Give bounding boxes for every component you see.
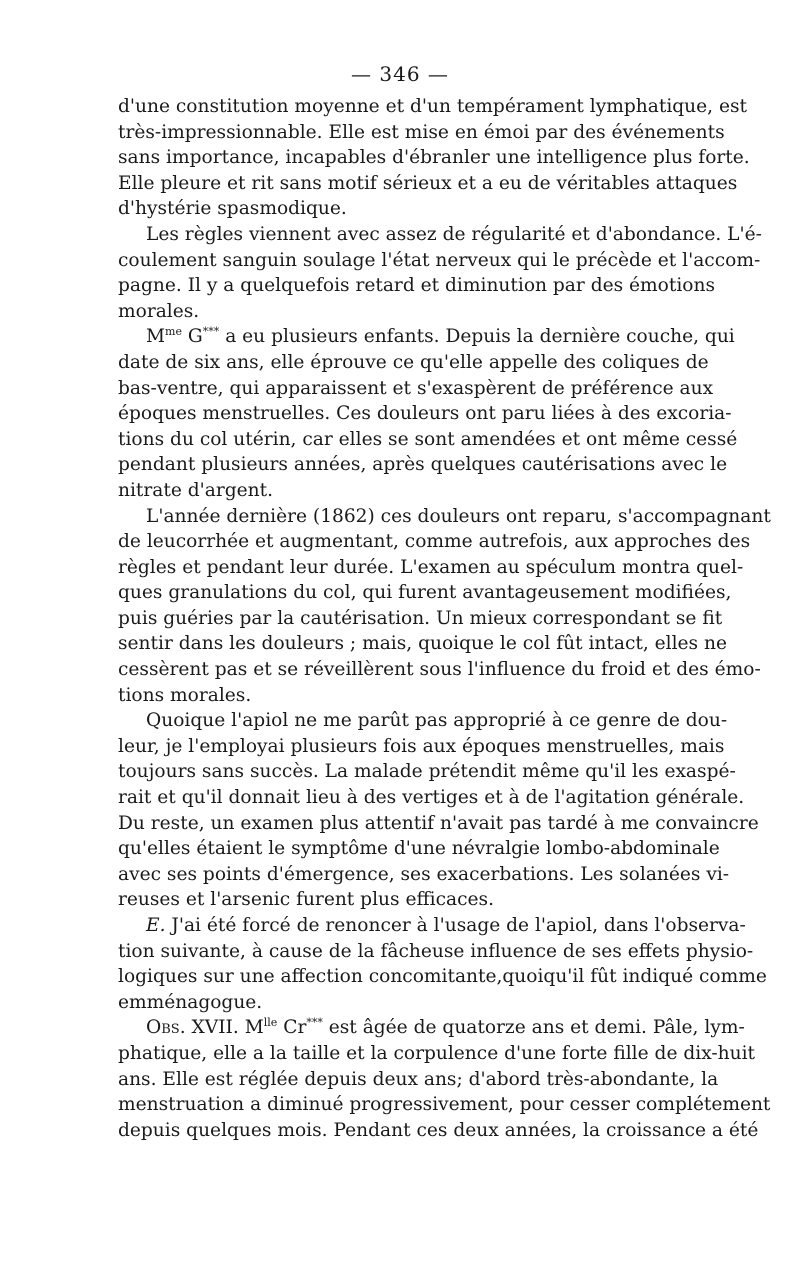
text-line: qu'elles étaient le symptôme d'une névralgie lombo-abdominale xyxy=(118,838,720,860)
text-line: Elle pleure et rit sans motif sérieux et a eu de véritables attaques xyxy=(118,172,738,194)
text-line: Obs. XVII. $M^{lle}$ Cr*** est âgée de quatorze ans et demi. Pâle, lym- xyxy=(146,1016,745,1039)
text-line: nitrate d'argent. xyxy=(118,479,274,501)
text-line: tions du col utérin, car elles se sont amendées et ont même cessé xyxy=(118,428,738,450)
text-line: emménagogue. xyxy=(118,991,263,1013)
text-line: époques menstruelles. Ces douleurs ont paru liées à des excoria- xyxy=(118,403,732,425)
text-line: depuis quelques mois. Pendant ces deux années, la croissance a été xyxy=(118,1119,759,1141)
paragraph-5 xyxy=(118,708,759,913)
paragraph-4 xyxy=(118,504,771,709)
text-line: puis guéries par la cautérisation. Un mieux correspondant se fit xyxy=(118,607,723,629)
text-line: d'une constitution moyenne et d'un tempérament lymphatique, est xyxy=(118,96,747,117)
text-line: Quoique l'apiol ne me parût pas approprié à ce genre de dou- xyxy=(146,710,728,732)
paragraph-3 xyxy=(118,324,738,503)
lead-title: $M^{me}$ G*** xyxy=(146,325,220,348)
text-line: L'année dernière (1862) ces douleurs ont reparu, s'accompagnant xyxy=(146,505,771,527)
observation-number: XVII. xyxy=(185,1017,245,1039)
text-line: pagne. Il y a quelquefois retard et diminution par des émotions xyxy=(118,275,716,297)
body-text xyxy=(118,94,771,1143)
paragraph-1 xyxy=(118,94,750,222)
page-number: — 346 — xyxy=(351,62,449,86)
text-line: ans. Elle est réglée depuis deux ans; d'abord très-abondante, la xyxy=(118,1068,719,1090)
text-line: ques granulations du col, qui furent avantageusement modifiées, xyxy=(118,582,732,604)
text-line: Du reste, un examen plus attentif n'avait pas tardé à me convaincre xyxy=(118,812,759,834)
text-line: toujours sans succès. La malade prétendit même qu'il les exaspé- xyxy=(118,761,736,783)
text-line: morales. xyxy=(118,300,200,322)
text-line: Les règles viennent avec assez de régularité et d'abondance. L'é- xyxy=(146,223,762,245)
paragraph-7 xyxy=(118,1015,771,1143)
text-line: cessèrent pas et se réveillèrent sous l'influence du froid et des émo- xyxy=(118,659,761,681)
text-line: date de six ans, elle éprouve ce qu'elle appelle des coliques de xyxy=(118,351,709,373)
text-line: de leucorrhée et augmentant, comme autrefois, aux approches des xyxy=(118,531,751,553)
text-line: pendant plusieurs années, après quelques cautérisations avec le xyxy=(118,454,728,476)
observation-label: Obs. xyxy=(146,1017,186,1039)
lead-title: $M^{lle}$ Cr*** xyxy=(244,1016,323,1039)
text-line: tions morales. xyxy=(118,684,252,706)
text-line: bas-ventre, qui apparaissent et s'exaspèrent de préférence aux xyxy=(118,377,714,399)
text-line: très-impressionnable. Elle est mise en émoi par des événements xyxy=(118,121,725,143)
text-line: sentir dans les douleurs ; mais, quoique le col fût intact, elles ne xyxy=(118,633,727,655)
text-line: rait et qu'il donnait lieu à des vertiges et à de l'agitation générale. xyxy=(118,787,745,809)
text-line: logiques sur une affection concomitante,quoiqu'il fût indiqué comme xyxy=(118,966,767,988)
text-line: menstruation a diminué progressivement, pour cesser complétement xyxy=(118,1094,771,1116)
text-line: E. J'ai été forcé de renoncer à l'usage de l'apiol, dans l'observa- xyxy=(146,915,746,936)
text-line: phatique, elle a la taille et la corpulence d'une forte fille de dix-huit xyxy=(118,1042,756,1064)
text-line: avec ses points d'émergence, ses exacerbations. Les solanées vi- xyxy=(118,863,730,885)
text-line: tion suivante, à cause de la fâcheuse influence de ses effets physio- xyxy=(118,940,754,962)
text-line: leur, je l'employai plusieurs fois aux époques menstruelles, mais xyxy=(118,735,725,757)
text-line: coulement sanguin soulage l'état nerveux qui le précède et l'accom- xyxy=(118,249,761,271)
paragraph-2 xyxy=(118,222,762,324)
text-line: reuses et l'arsenic furent plus efficaces. xyxy=(118,889,494,911)
text-line: d'hystérie spasmodique. xyxy=(118,198,347,220)
section-letter: E. xyxy=(146,915,166,936)
paragraph-6 xyxy=(118,913,767,1015)
text-line: sans importance, incapables d'ébranler une intelligence plus forte. xyxy=(118,147,750,169)
text-line: règles et pendant leur durée. L'examen au spéculum montra quel- xyxy=(118,556,744,578)
text-line: $M^{me}$ G*** a eu plusieurs enfants. Depuis la dernière couche, qui xyxy=(146,325,735,348)
